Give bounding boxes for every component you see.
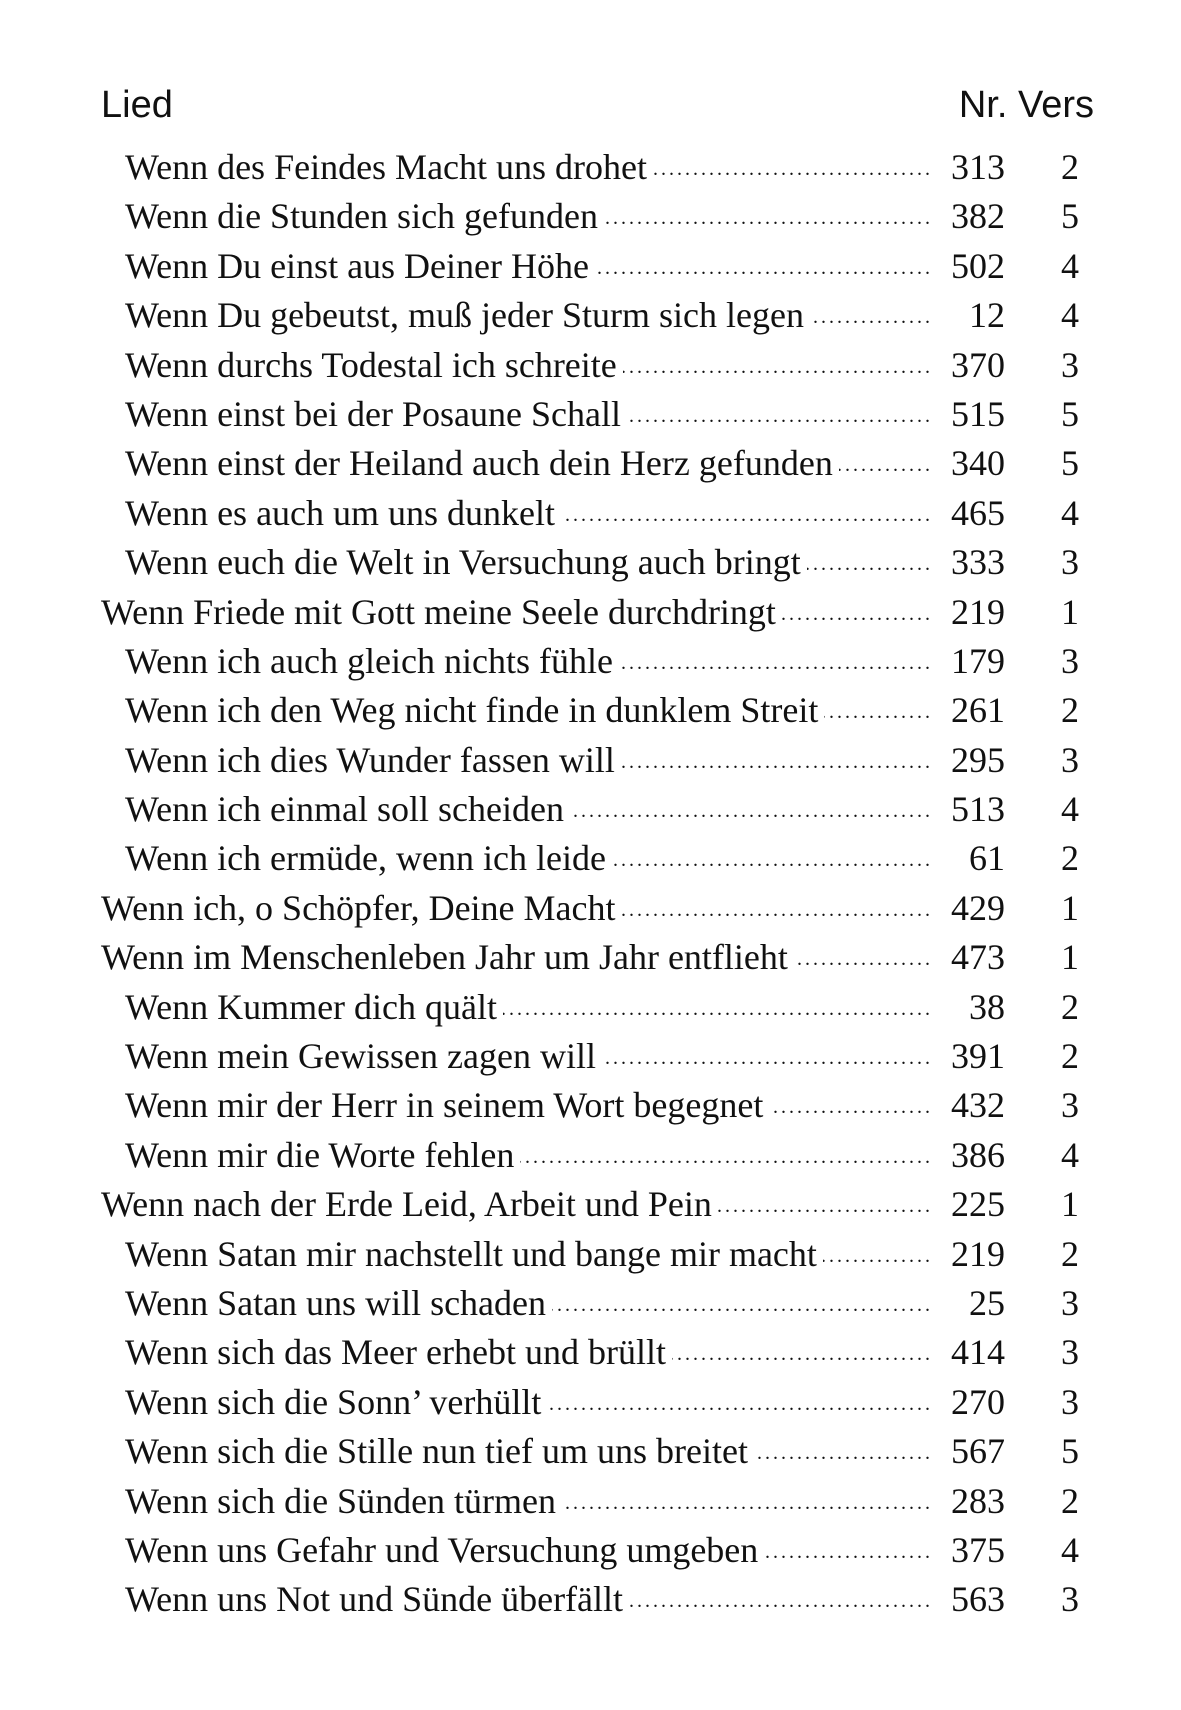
entry-verse-number: 4 [1061,789,1079,830]
entry-title: Wenn einst der Heiland auch dein Herz gefunden [125,443,839,483]
index-entry [0,1032,1181,1081]
entry-song-number: 473 [929,933,1005,982]
index-entry [0,933,1181,982]
entry-verse-number: 3 [1061,1085,1079,1126]
entry-title: Wenn Du gebeutst, muß jeder Sturm sich legen [125,295,810,335]
index-entry [0,785,1181,834]
index-entry [0,143,1181,192]
entry-title-wrap [125,1526,930,1575]
index-entry [0,1526,1181,1575]
entry-song-number: 370 [929,341,1005,390]
entry-song-number: 283 [929,1477,1005,1526]
index-entry [0,1378,1181,1427]
entry-title: Wenn Satan mir nachstellt und bange mir macht [125,1234,823,1274]
entry-song-number: 391 [929,1032,1005,1081]
entry-title-wrap [125,192,930,241]
index-header [101,80,1094,130]
index-entry [0,1081,1181,1130]
entry-title-wrap [125,834,930,883]
entry-title: Wenn die Stunden sich gefunden [125,196,604,236]
entry-song-number: 38 [929,983,1005,1032]
entry-title-wrap [125,143,930,192]
entry-title-wrap [125,1427,930,1476]
entry-title: Wenn ich auch gleich nichts fühle [125,641,619,681]
entry-verse-number: 1 [1061,887,1079,928]
entry-verse-number: 5 [1061,393,1079,434]
entry-verse-number: 3 [1061,1282,1079,1323]
entry-song-number: 340 [929,439,1005,488]
entry-song-number: 179 [929,637,1005,686]
entry-song-number: 563 [929,1575,1005,1624]
entry-song-number: 261 [929,686,1005,735]
entry-verse-number: 4 [1061,1529,1079,1570]
entry-title-wrap [125,538,930,587]
entry-title: Wenn mein Gewissen zagen will [125,1036,602,1076]
index-entry [0,1427,1181,1476]
entry-title-wrap [125,439,930,488]
entry-verse-number: 3 [1061,1381,1079,1422]
entry-verse-number: 5 [1061,1431,1079,1472]
index-entry [0,884,1181,933]
entry-song-number: 219 [929,1230,1005,1279]
entry-song-number: 313 [929,143,1005,192]
entry-verse-number: 2 [1061,1233,1079,1274]
entry-title: Wenn sich das Meer erhebt und brüllt [125,1332,672,1372]
index-entry [0,983,1181,1032]
entry-verse-number: 4 [1061,492,1079,533]
index-entry [0,588,1181,637]
index-entry [0,1575,1181,1624]
entry-title-wrap [125,1575,930,1624]
index-entry [0,291,1181,340]
entry-song-number: 382 [929,192,1005,241]
entry-verse-number: 2 [1061,986,1079,1027]
entry-title: Wenn ich einmal soll scheiden [125,789,570,829]
index-entry [0,242,1181,291]
entry-title-wrap [125,390,930,439]
entry-title: Wenn nach der Erde Leid, Arbeit und Pein [101,1184,718,1224]
entry-verse-number: 2 [1061,690,1079,731]
entry-title-wrap [125,736,930,785]
index-entry [0,686,1181,735]
entry-song-number: 567 [929,1427,1005,1476]
entry-title-wrap [125,489,930,538]
entry-title: Wenn sich die Stille nun tief um uns breitet [125,1431,754,1471]
entry-title: Wenn ich dies Wunder fassen will [125,740,621,780]
entry-song-number: 429 [929,884,1005,933]
index-entry [0,637,1181,686]
entry-title: Wenn mir die Worte fehlen [125,1135,520,1175]
entry-song-number: 219 [929,588,1005,637]
entry-verse-number: 3 [1061,1332,1079,1373]
entry-song-number: 25 [929,1279,1005,1328]
entry-title-wrap [125,1131,930,1180]
index-entry [0,192,1181,241]
header-nr-vers-label: Nr. Vers [958,84,1094,126]
index-entry [0,1131,1181,1180]
entry-song-number: 12 [929,291,1005,340]
index-entry [0,341,1181,390]
entry-title: Wenn sich die Sünden türmen [125,1481,562,1521]
entry-title: Wenn uns Gefahr und Versuchung umgeben [125,1530,764,1570]
entry-verse-number: 5 [1061,196,1079,237]
entry-title: Wenn ich den Weg nicht finde in dunklem Streit [125,690,824,730]
entry-verse-number: 1 [1061,937,1079,978]
entry-verse-number: 5 [1061,443,1079,484]
entry-title-wrap [125,1081,930,1130]
entry-song-number: 225 [929,1180,1005,1229]
entry-title-wrap [125,637,930,686]
entry-verse-number: 4 [1061,245,1079,286]
entry-verse-number: 3 [1061,1579,1079,1620]
entry-title-wrap [125,291,930,340]
entry-title: Wenn Satan uns will schaden [125,1283,552,1323]
entry-title-wrap [125,341,930,390]
entry-title-wrap [101,884,930,933]
entry-title-wrap [125,1328,930,1377]
entry-title: Wenn im Menschenleben Jahr um Jahr entflieht [101,937,794,977]
entry-song-number: 432 [929,1081,1005,1130]
entry-title-wrap [125,1279,930,1328]
entry-title-wrap [125,686,930,735]
index-entry [0,538,1181,587]
entry-verse-number: 1 [1061,591,1079,632]
entry-verse-number: 2 [1061,1036,1079,1077]
entry-verse-number: 2 [1061,147,1079,187]
entry-verse-number: 4 [1061,1134,1079,1175]
entry-verse-number: 3 [1061,542,1079,583]
entry-title-wrap [125,1378,930,1427]
index-entry [0,489,1181,538]
entry-title: Wenn durchs Todestal ich schreite [125,345,623,385]
index-entry [0,439,1181,488]
entry-song-number: 502 [929,242,1005,291]
entry-title: Wenn uns Not und Sünde überfällt [125,1579,629,1619]
index-entry [0,390,1181,439]
entry-title-wrap [125,1032,930,1081]
index-entry [0,834,1181,883]
entry-title: Wenn es auch um uns dunkelt [125,493,561,533]
entry-title: Wenn Kummer dich quält [125,987,503,1027]
entry-verse-number: 2 [1061,838,1079,879]
entry-song-number: 515 [929,390,1005,439]
entry-title: Wenn Friede mit Gott meine Seele durchdringt [101,592,782,632]
entry-song-number: 333 [929,538,1005,587]
entry-song-number: 465 [929,489,1005,538]
song-index-list [0,143,1181,1625]
header-lied-label: Lied [101,84,173,126]
entry-title: Wenn ich ermüde, wenn ich leide [125,838,612,878]
index-entry [0,1279,1181,1328]
entry-verse-number: 3 [1061,344,1079,385]
entry-title-wrap [125,785,930,834]
entry-title: Wenn ich, o Schöpfer, Deine Macht [101,888,622,928]
entry-title: Wenn Du einst aus Deiner Höhe [125,246,595,286]
entry-title-wrap [125,983,930,1032]
index-entry [0,1230,1181,1279]
entry-title-wrap [101,588,930,637]
entry-title: Wenn mir der Herr in seinem Wort begegnet [125,1085,769,1125]
entry-song-number: 414 [929,1328,1005,1377]
index-entry [0,736,1181,785]
entry-title-wrap [125,1477,930,1526]
index-entry [0,1477,1181,1526]
entry-verse-number: 4 [1061,295,1079,336]
entry-title: Wenn einst bei der Posaune Schall [125,394,627,434]
entry-title: Wenn sich die Sonn’ verhüllt [125,1382,547,1422]
entry-title-wrap [125,1230,930,1279]
entry-song-number: 513 [929,785,1005,834]
entry-title: Wenn euch die Welt in Versuchung auch bringt [125,542,807,582]
index-entry [0,1180,1181,1229]
entry-song-number: 61 [929,834,1005,883]
entry-verse-number: 2 [1061,1480,1079,1521]
entry-title: Wenn des Feindes Macht uns drohet [125,147,653,187]
entry-verse-number: 1 [1061,1184,1079,1225]
entry-song-number: 295 [929,736,1005,785]
entry-song-number: 386 [929,1131,1005,1180]
index-entry [0,1328,1181,1377]
entry-title-wrap [125,242,930,291]
entry-song-number: 375 [929,1526,1005,1575]
entry-title-wrap [101,933,930,982]
entry-song-number: 270 [929,1378,1005,1427]
entry-verse-number: 3 [1061,739,1079,780]
entry-title-wrap [101,1180,930,1229]
entry-verse-number: 3 [1061,640,1079,681]
